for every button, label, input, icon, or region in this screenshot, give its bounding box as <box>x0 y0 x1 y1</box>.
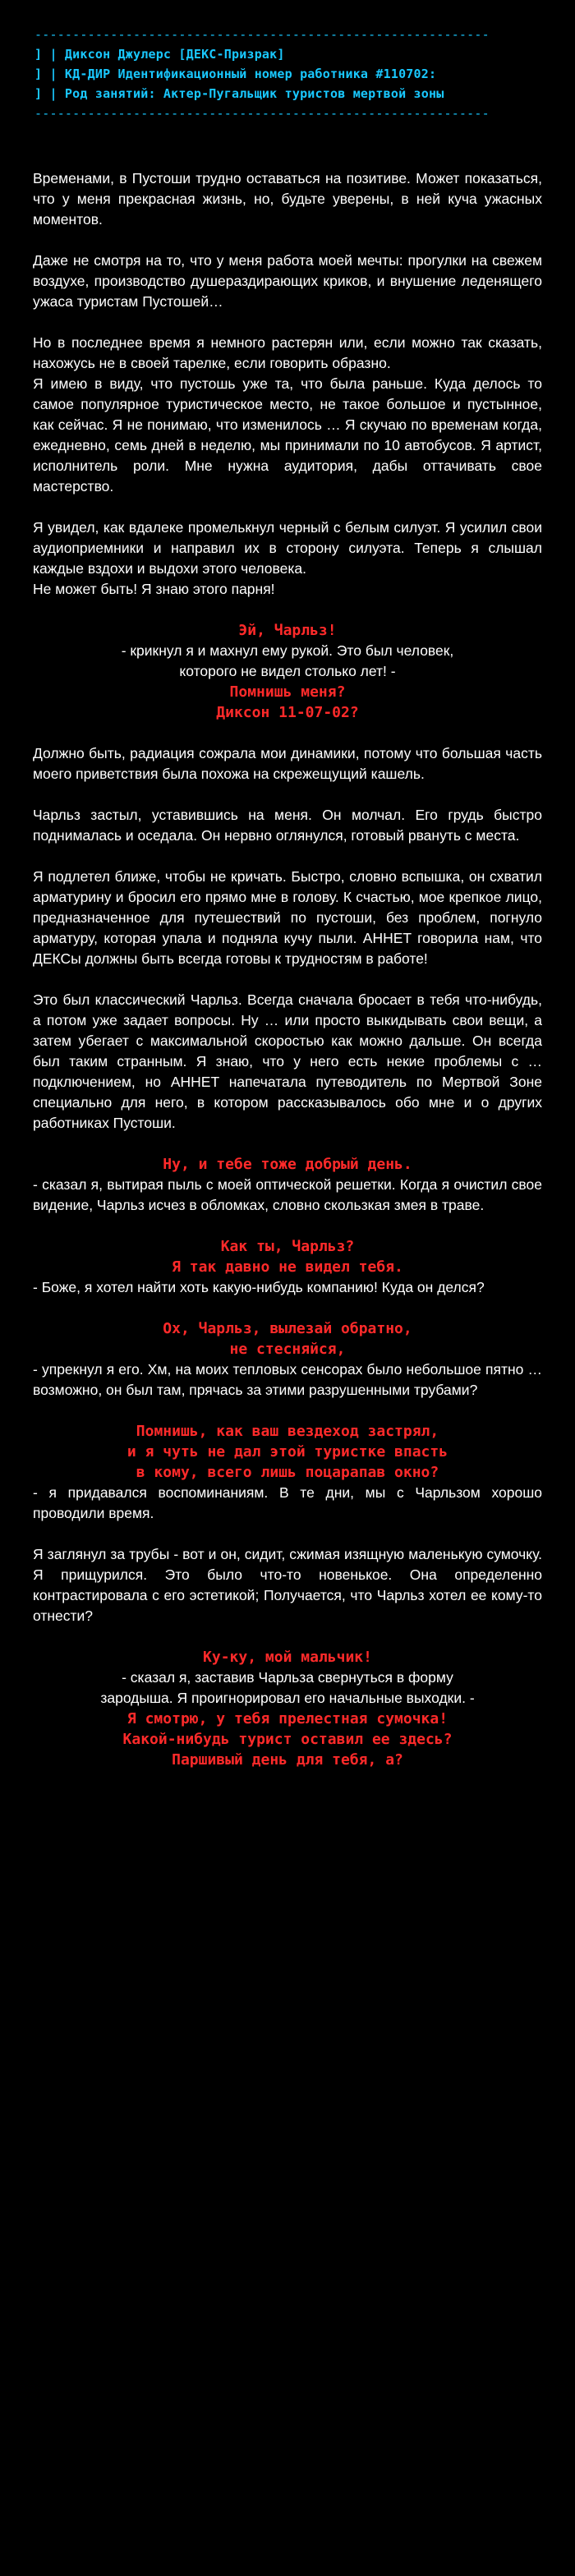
header-rule-top: ------------------------------------------------------------ <box>34 27 490 42</box>
paragraph-line: Я увидел, как вдалеке промелькнул черный с белым силуэт. Я усилил свои аудиоприемники и направил их в сторону силуэта. Теперь я слышал каждые вздохи и выдохи этого человека. <box>33 519 542 577</box>
dialogue-block <box>33 620 542 723</box>
dialogue-line: Диксон 11-07-02? <box>216 704 359 721</box>
paragraph <box>33 333 542 497</box>
paragraph: Даже не смотря на то, что у меня работа моей мечты: прогулки на свежем воздухе, производство душераздирающих криков, и внушение леденящего ужаса туристам Пустошей… <box>33 252 542 310</box>
paragraph-line: Но в последнее время я немного растерян или, если можно так сказать, нахожусь не в своей тарелке, если говорить образно. <box>33 334 542 371</box>
dialogue-line: Я так давно не видел тебя. <box>172 1258 403 1276</box>
dialogue-line: Ох, Чарльз, вылезай обратно, <box>163 1320 412 1337</box>
dialogue-line: Паршивый день для тебя, а? <box>172 1751 403 1769</box>
dialogue-block <box>33 1236 542 1298</box>
story-content <box>33 168 542 1791</box>
dialogue-line: Помнишь, как ваш вездеход застрял, <box>136 1423 439 1440</box>
dialogue-line: не стесняйся, <box>229 1341 346 1358</box>
dialogue-line: и я чуть не дал этой туристке впасть <box>126 1443 448 1460</box>
dialogue-line: Какой-нибудь турист оставил ее здесь? <box>122 1731 453 1748</box>
paragraph: Должно быть, радиация сожрала мои динамики, потому что большая часть моего приветствия была похожа на скрежещущий кашель. <box>33 745 542 782</box>
header-id-line: ] | КД-ДИР Идентификационный номер работника #110702: <box>34 67 437 81</box>
dialogue-block <box>33 1154 542 1216</box>
paragraph: Я заглянул за трубы - вот и он, сидит, сжимая изящную маленькую сумочку. Я прищурился. Это было что-то новенькое. Она определенно контрастировала с его эстетикой; Получается, что Чарльз хотел ее кому-то отнести? <box>33 1546 542 1624</box>
narration-line: - крикнул я и махнул ему рукой. Это был человек, <box>121 642 454 659</box>
dialogue-line: Как ты, Чарльз? <box>220 1238 355 1255</box>
paragraph: Я подлетел ближе, чтобы не кричать. Быстро, словно вспышка, он схватил арматурину и бросил его прямо мне в голову. К счастью, мое крепкое лицо, предназначенное для путешествий по пустоши, без проблем, погнуло арматуру, которая упала и подняла кучу пыли. AHHET говорила нам, что ДЕКСы должны быть всегда готовы к трудностям в работе! <box>33 868 542 967</box>
dialogue-block <box>33 1318 542 1401</box>
header-occupation-line: ] | Род занятий: Актер-Пугальщик туристов мертвой зоны <box>34 86 444 101</box>
dialogue-line: Ну, и тебе тоже добрый день. <box>163 1156 412 1173</box>
paragraph-line: Не может быть! Я знаю этого парня! <box>33 581 275 597</box>
paragraph <box>33 518 542 600</box>
narration-line: зародыша. Я проигнорировал его начальные выходки. - <box>100 1690 475 1706</box>
paragraph: Чарльз застыл, уставившись на меня. Он молчал. Его грудь быстро поднималась и оседала. Он нервно оглянулся, готовый рвануть с места. <box>33 807 542 844</box>
header-rule-bottom: ------------------------------------------------------------ <box>34 106 490 121</box>
narration-line: - я придавался воспоминаниям. В те дни, мы с Чарльзом хорошо проводили время. <box>33 1484 542 1521</box>
dialogue-line: Ку-ку, мой мальчик! <box>203 1649 372 1666</box>
dialogue-line: Я смотрю, у тебя прелестная сумочка! <box>126 1710 448 1727</box>
narration-line: - упрекнул я его. Хм, на моих тепловых сенсорах было небольшое пятно … возможно, он был там, прячась за этими разрушенными трубами? <box>33 1361 542 1398</box>
header-name-line: ] | Диксон Джулерс [ДЕКС-Призрак] <box>34 47 285 62</box>
narration-line: - Боже, я хотел найти хоть какую-нибудь компанию! Куда он делся? <box>33 1279 485 1295</box>
header-block <box>34 25 544 123</box>
narration-line: - сказал я, заставив Чарльза свернуться в форму <box>122 1669 453 1686</box>
paragraph: Временами, в Пустоши трудно оставаться на позитиве. Может показаться, что у меня прекрасная жизнь, но, будьте уверены, в ней куча ужасных моментов. <box>33 170 542 228</box>
paragraph-line: Я имею в виду, что пустошь уже та, что была раньше. Куда делось то самое популярное туристическое место, не такое большое и пустынное, как сейчас. Я не понимаю, что изменилось … Я скучаю по временам когда, ежедневно, семь дней в неделю, мы принимали по 10 автобусов. Я артист, исполнитель роли. Мне нужна аудитория, дабы оттачивать свое мастерство. <box>33 375 542 494</box>
narration-line: - сказал я, вытирая пыль с моей оптической решетки. Когда я очистил свое видение, Чарльз исчез в обломках, словно скользкая змея в траве. <box>33 1176 542 1213</box>
dialogue-block <box>33 1647 542 1770</box>
dialogue-line: в кому, всего лишь поцарапав окно? <box>136 1464 439 1481</box>
dialogue-line: Помнишь меня? <box>229 683 346 701</box>
paragraph: Это был классический Чарльз. Всегда сначала бросает в тебя что-нибудь, а потом уже задает вопросы. Ну … или просто выкидывать свои вещи, а затем убегает с максимальной скоростью как можно дальше. Он всегда был таким странным. Я знаю, что у него есть некие проблемы с … подключением, но AHHET напечатала путеводитель по Мертвой Зоне специально для него, в котором рассказывалось обо мне и о других работниках Пустоши. <box>33 991 542 1131</box>
dialogue-block <box>33 1421 542 1524</box>
narration-line: которого не видел столько лет! - <box>179 663 396 679</box>
dialogue-line: Эй, Чарльз! <box>238 622 337 639</box>
